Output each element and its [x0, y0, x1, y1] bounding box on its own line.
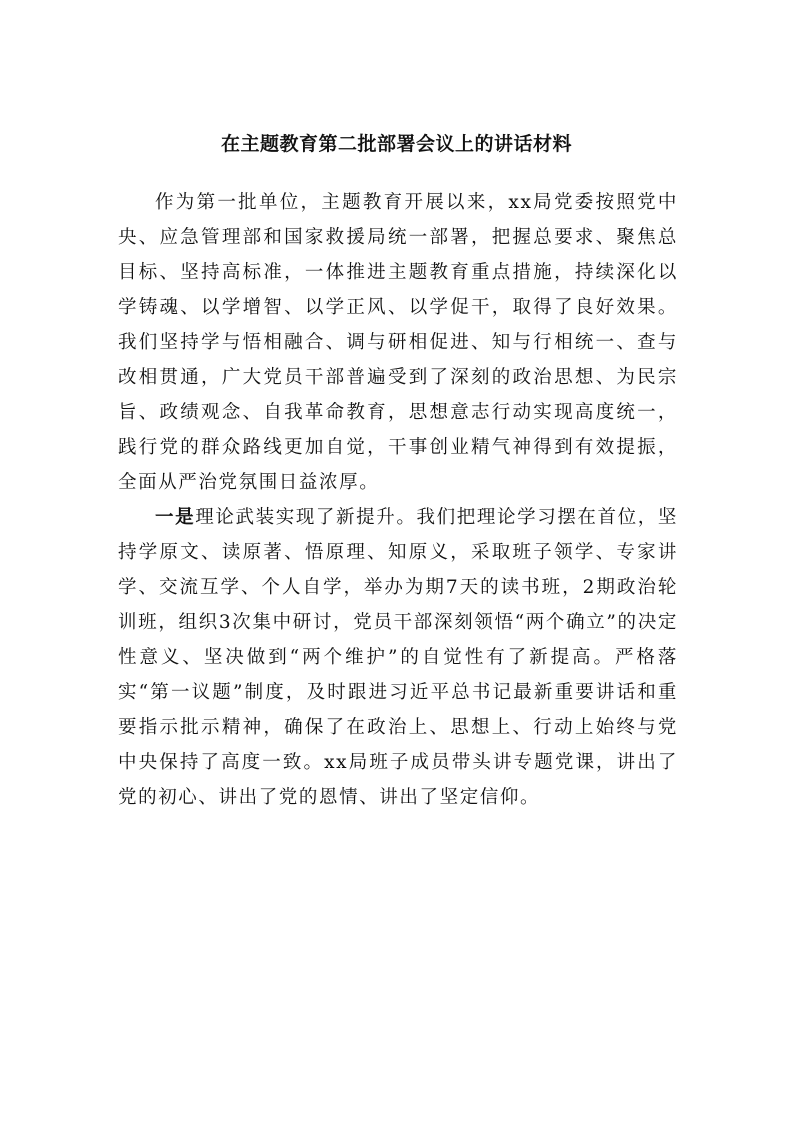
paragraph-lead-label: 一是: [155, 507, 196, 528]
document-title: 在主题教育第二批部署会议上的讲话材料: [220, 133, 572, 155]
paragraph-intro: 作为第一批单位，主题教育开展以来，xx局党委按照党中央、应急管理部和国家救援局统一部署，把握总要求、聚焦总目标、坚持高标准，一体推进主题教育重点措施，持续深化以学铸魂、以学增智、以学正风、以学促干，取得了良好效果。我们坚持学与悟相融合、调与研相促进、知与行相统一、查与改相贯通，广大党员干部普遍受到了深刻的政治思想、为民宗旨、政绩观念、自我革命教育，思想意志行动实现高度统一，践行党的群众路线更加自觉，干事创业精气神得到有效提振，全面从严治党氛围日益浓厚。: [118, 192, 678, 493]
document-body: [118, 185, 678, 815]
paragraph-theory: [118, 500, 678, 815]
paragraph-theory-text: 理论武装实现了新提升。我们把理论学习摆在首位，坚持学原文、读原著、悟原理、知原义，采取班子领学、专家讲学、交流互学、个人自学，举办为期7天的读书班，2期政治轮训班，组织3次集中研讨，党员干部深刻领悟“两个确立”的决定性意义、坚决做到“两个维护”的自觉性有了新提高。严格落实“第一议题”制度，及时跟进习近平总书记最新重要讲话和重要指示批示精神，确保了在政治上、思想上、行动上始终与党中央保持了高度一致。xx局班子成员带头讲专题党课，讲出了党的初心、讲出了党的恩情、讲出了坚定信仰。: [118, 507, 678, 808]
